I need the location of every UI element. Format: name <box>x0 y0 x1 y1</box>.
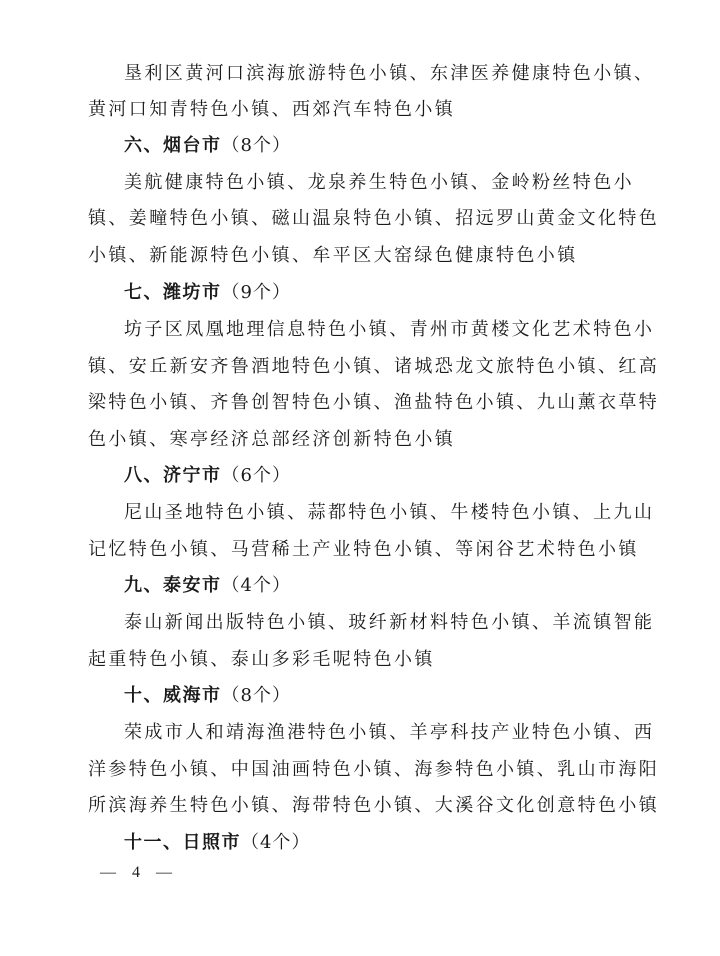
heading-count: （4个） <box>221 575 291 596</box>
heading-title: 七、潍坊市 <box>124 282 222 303</box>
heading-count: （9个） <box>221 282 291 303</box>
section-heading-jining <box>124 464 291 488</box>
heading-count: （8个） <box>221 685 291 706</box>
paragraph-line: 荣成市人和靖海渔港特色小镇、羊亭科技产业特色小镇、西 <box>124 722 655 743</box>
paragraph-line: 尼山圣地特色小镇、蒜都特色小镇、牛楼特色小镇、上九山 <box>124 502 655 523</box>
heading-title: 六、烟台市 <box>124 135 222 156</box>
heading-title: 十、威海市 <box>124 685 222 706</box>
paragraph-line: 泰山新闻出版特色小镇、玻纤新材料特色小镇、羊流镇智能 <box>124 612 655 633</box>
paragraph-line: 坊子区凤凰地理信息特色小镇、青州市黄楼文化艺术特色小 <box>124 319 655 340</box>
section-heading-weihai <box>124 684 291 708</box>
paragraph-line: 美航健康特色小镇、龙泉养生特色小镇、金岭粉丝特色小 <box>124 172 634 193</box>
section-heading-weifang <box>124 281 291 305</box>
heading-count: （8个） <box>221 135 291 156</box>
heading-count: （4个） <box>241 832 311 853</box>
heading-title: 九、泰安市 <box>124 575 222 596</box>
section-heading-yantai <box>124 134 291 158</box>
paragraph-line: 黄河口知青特色小镇、西郊汽车特色小镇 <box>88 99 456 120</box>
paragraph-line: 梁特色小镇、齐鲁创智特色小镇、渔盐特色小镇、九山薰衣草特 <box>88 392 660 413</box>
section-heading-rizhao <box>124 831 310 855</box>
paragraph-line: 洋参特色小镇、中国油画特色小镇、海参特色小镇、乳山市海阳 <box>88 759 660 780</box>
paragraph-line: 起重特色小镇、泰山多彩毛呢特色小镇 <box>88 649 435 670</box>
section-heading-taian <box>124 574 291 598</box>
heading-title: 八、济宁市 <box>124 465 222 486</box>
paragraph-line: 色小镇、寒亭经济总部经济创新特色小镇 <box>88 429 456 450</box>
paragraph-line: 记忆特色小镇、马营稀土产业特色小镇、等闲谷艺术特色小镇 <box>88 539 639 560</box>
page-number: — 4 — <box>100 864 178 881</box>
paragraph-line: 所滨海养生特色小镇、海带特色小镇、大溪谷文化创意特色小镇 <box>88 795 660 816</box>
paragraph-line: 镇、安丘新安齐鲁酒地特色小镇、诸城恐龙文旅特色小镇、红高 <box>88 356 660 377</box>
paragraph-line: 小镇、新能源特色小镇、牟平区大窑绿色健康特色小镇 <box>88 245 578 266</box>
heading-title: 十一、日照市 <box>124 832 241 853</box>
paragraph-line: 垦利区黄河口滨海旅游特色小镇、东津医养健康特色小镇、 <box>124 63 655 84</box>
paragraph-line: 镇、姜疃特色小镇、磁山温泉特色小镇、招远罗山黄金文化特色 <box>88 208 660 229</box>
heading-count: （6个） <box>221 465 291 486</box>
